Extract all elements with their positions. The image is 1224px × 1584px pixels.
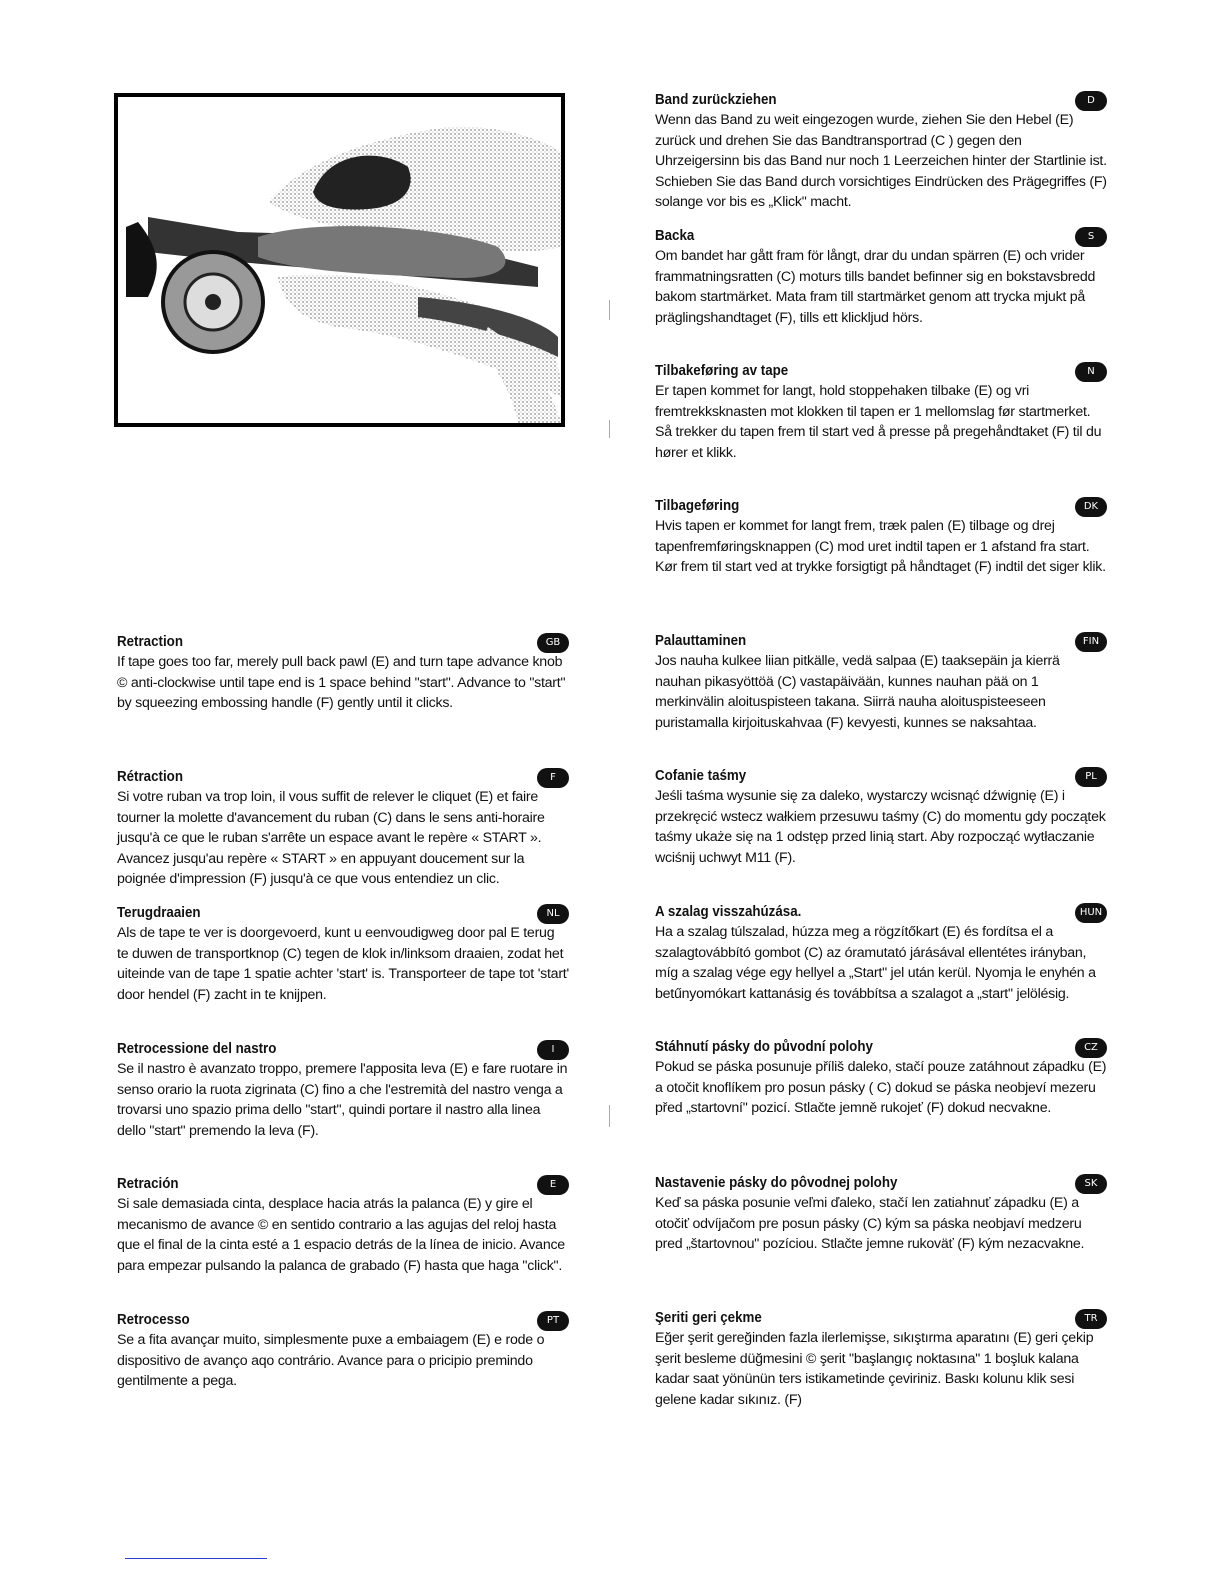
language-badge-e: E (537, 1175, 569, 1195)
section-title: Cofanie taśmy (655, 768, 747, 784)
section-title: Tilbakeføring av tape (655, 363, 789, 379)
section-body: Ha a szalag túlszalad, húzza meg a rögzítőkart (E) és fordítsa el a szalagtovábbító gombot (C) az óramutató járásával ellentétes irányban, míg a szalag vége egy hellyel a „Start" jel után kerül. Nyomja le enyhén a betűnyomókart kattanásig és továbbítsa a szalagot a „start" jelölésig. (655, 924, 1096, 1002)
section-f (117, 767, 569, 890)
section-title: Band zurückziehen (655, 92, 777, 108)
section-body: Si sale demasiada cinta, desplace hacia atrás la palanca (E) y gire el mecanismo de avance © en sentido contrario a las agujas del reloj hasta que el final de la cinta esté a 1 espacio detrás de la línea de inicio. Avance para empezar pulsando la palanca de grabado (F) hasta que haga "click". (117, 1196, 565, 1274)
section-body: Jeśli taśma wysunie się za daleko, wystarczy wcisnąć dźwignię (E) i przekręcić wstecz wałkiem przesuwu taśmy (C) do momentu gdy początek taśmy ukaże się na 1 odstęp przed linią start. Aby rozpocząć wytłaczanie wciśnij uchwyt M11 (F). (655, 788, 1106, 866)
section-body: Om bandet har gått fram för långt, drar du undan spärren (E) och vrider frammatningsratten (C) moturs tills bandet befinner sig en bokstavsbredd bakom startmärket. Mata fram till startmärket genom att trycka mjukt på präglingshandtaget (F), tills ett klickljud hörs. (655, 248, 1096, 326)
language-badge-f: F (537, 768, 569, 788)
language-badge-sk: SK (1075, 1174, 1107, 1194)
section-title: Nastavenie pásky do pôvodnej polohy (655, 1175, 898, 1191)
section-body: Eğer şerit gereğinden fazla ilerlemişse, sıkıştırma aparatını (E) geri çekip şerit besleme düğmesini © şerit "başlangıç noktasına" 1 boşluk kalana kadar saat yönünün ters istikametinde çeviriniz. Baskı kolunu klik sesi gelene kadar sıkınız. (F) (655, 1330, 1094, 1408)
hand-operating-label-embosser-photo (118, 97, 561, 423)
section-title: Rétraction (117, 769, 183, 785)
language-badge-hun: HUN (1075, 903, 1107, 923)
embosser-photo (114, 93, 565, 427)
section-title: Retrocesso (117, 1312, 190, 1328)
language-badge-i: I (537, 1040, 569, 1060)
section-dk (655, 496, 1107, 578)
section-title: Şeriti geri çekme (655, 1310, 762, 1326)
section-fin (655, 631, 1107, 733)
section-n (655, 361, 1107, 463)
section-title: Retrocessione del nastro (117, 1041, 277, 1057)
margin-tick (609, 300, 610, 320)
language-badge-cz: CZ (1075, 1038, 1107, 1058)
section-body: Als de tape te ver is doorgevoerd, kunt u eenvoudigweg door pal E terug te duwen de transportknop (C) tegen de klok in/linksom draaien, zodat het uiteinde van de tape 1 spatie achter 'start' is. Transporteer de tape tot 'start' door hendel (F) zacht in te knijpen. (117, 925, 569, 1003)
section-body: Er tapen kommet for langt, hold stoppehaken tilbake (E) og vri fremtrekksknasten mot klokken til tapen er 1 mellomslag før startmerket. Så trekker du tapen frem til start ved å presse på pregehåndtaket (F) til du hører et klikk. (655, 383, 1102, 461)
section-body: Keď sa páska posunie veľmi ďaleko, stačí len zatiahnuť západku (E) a otočiť odvíjačom pre posun pásky (C) kým sa páska neobjaví medzeru pred „štartovnou" pozíciou. Stlačte jemne rukoväť (F) kým nezacvakne. (655, 1195, 1085, 1252)
section-body: Se il nastro è avanzato troppo, premere l'apposita leva (E) e fare ruotare in senso orario la ruota zigrinata (C) fino a che l'estremità del nastro venga a trovarsi uno spazio prima dello "start", quindi portare il nastro alla linea dello "start" premendo la leva (F). (117, 1061, 568, 1139)
section-title: Stáhnutí pásky do původní polohy (655, 1039, 873, 1055)
section-tr (655, 1308, 1107, 1410)
language-badge-n: N (1075, 362, 1107, 382)
language-badge-gb: GB (537, 633, 569, 653)
section-title: Palauttaminen (655, 633, 747, 649)
language-badge-s: S (1075, 227, 1107, 247)
section-cz (655, 1037, 1107, 1119)
section-body: Hvis tapen er kommet for langt frem, træk palen (E) tilbage og drej tapenfremføringsknappen (C) mod uret indtil tapen er 1 afstand fra start. Kør frem til start ved at trykke forsigtigt på håndtaget (F) indtil det siger klik. (655, 518, 1106, 575)
language-badge-tr: TR (1075, 1309, 1107, 1329)
section-pl (655, 766, 1107, 868)
section-title: Terugdraaien (117, 905, 201, 921)
section-gb (117, 632, 569, 714)
language-badge-dk: DK (1075, 497, 1107, 517)
section-body: Wenn das Band zu weit eingezogen wurde, ziehen Sie den Hebel (E) zurück und drehen Sie das Bandtransportrad (C ) gegen den Uhrzeigersinn bis das Band nur noch 1 Leerzeichen hinter der Startlinie ist. Schieben Sie das Band durch vorsichtiges Eindrücken des Prägegriffes (F) solange vor bis es „Klick" macht. (655, 112, 1107, 210)
section-e (117, 1174, 569, 1276)
section-title: A szalag visszahúzása. (655, 904, 802, 920)
section-body: Pokud se páska posunuje příliš daleko, stačí pouze zatáhnout západku (E) a otočit knoflíkem pro posun pásky ( C) dokud se páska neobjeví mezeru před „startovní" pozicí. Stlačte jemně rukojeť (F) dokud necvakne. (655, 1059, 1107, 1116)
section-body: Se a fita avançar muito, simplesmente puxe a embaiagem (E) e rode o dispositivo de avanço aqo contrário. Avance para o pricipio premindo gentilmente a pega. (117, 1332, 545, 1389)
section-title: Retraction (117, 634, 183, 650)
language-badge-pt: PT (537, 1311, 569, 1331)
section-title: Retración (117, 1176, 179, 1192)
section-i (117, 1039, 569, 1141)
section-title: Tilbageføring (655, 498, 740, 514)
section-sk (655, 1173, 1107, 1255)
language-badge-fin: FIN (1075, 632, 1107, 652)
section-body: Jos nauha kulkee liian pitkälle, vedä salpaa (E) taaksepäin ja kierrä nauhan pikasyöttöä (C) vastapäivään, kunnes nauhan pää on 1 merkinvälin aloituspisteen takana. Siirrä nauha aloituspisteeseen puristamalla kirjoituskahvaa (F) kevyesti, kunnes se naksahtaa. (655, 653, 1060, 731)
language-badge-pl: PL (1075, 767, 1107, 787)
section-body: Si votre ruban va trop loin, il vous suffit de relever le cliquet (E) et faire tourner la molette d'avancement du ruban (C) dans le sens anti-horaire jusqu'à ce que le ruban s'arrête un espace avant le repère « START ». Avancez jusqu'au repère « START » en appuyant doucement sur la poignée d'impression (F) jusqu'à ce que vous entendiez un clic. (117, 789, 545, 887)
footer-rule (125, 1558, 267, 1559)
section-nl (117, 903, 569, 1005)
language-badge-nl: NL (537, 904, 569, 924)
section-hun (655, 902, 1107, 1004)
section-body: If tape goes too far, merely pull back pawl (E) and turn tape advance knob © anti-clockwise until tape end is 1 space behind "start". Advance to "start" by squeezing embossing handle (F) gently until it clicks. (117, 654, 566, 711)
margin-tick (609, 1105, 610, 1127)
margin-tick (609, 420, 610, 438)
section-d (655, 90, 1107, 213)
section-s (655, 226, 1107, 328)
language-badge-d: D (1075, 91, 1107, 111)
section-title: Backa (655, 228, 695, 244)
section-pt (117, 1310, 569, 1392)
